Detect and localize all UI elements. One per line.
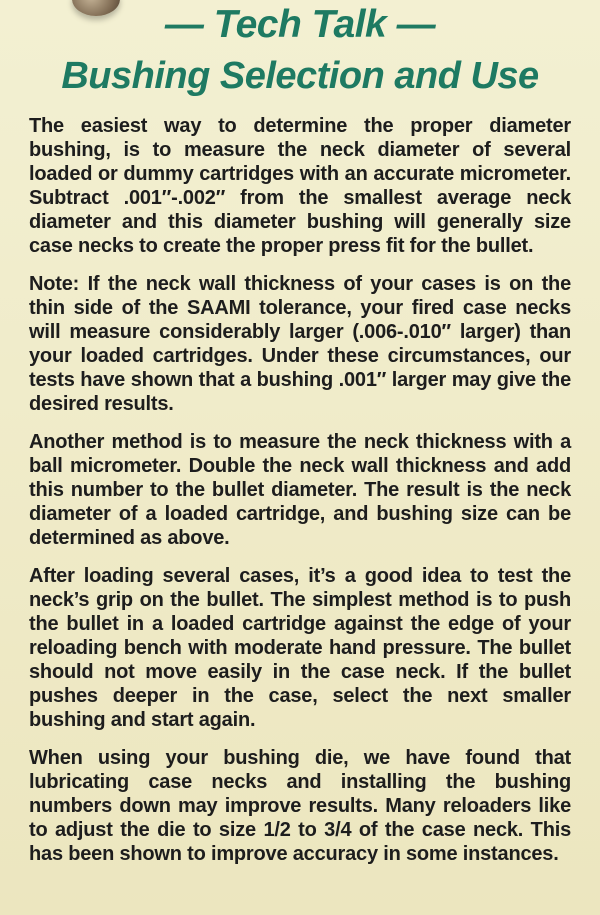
page-title: Bushing Selection and Use [61,55,539,97]
paragraph-2: Note: If the neck wall thickness of your cases is on the thin side of the SAAMI tolerance, your fired case necks will measure considerably larger (.006-.010″ larger) than your loaded cartridges. Under these circumstances, our tests have shown that a bushing .001″ larger may give the desired results. [29,273,571,415]
paragraph-5: When using your bushing die, we have found that lubricating case necks and installing the bushing numbers down may improve results. Many reloaders like to adjust the die to size 1/2 to 3/4 of the case neck. This has been shown to improve accuracy in some instances. [29,747,571,865]
section-kicker: — Tech Talk — [164,3,436,46]
article-body [29,114,571,866]
paragraph-1: The easiest way to determine the proper diameter bushing, is to measure the neck diameter of several loaded or dummy cartridges with an accurate micrometer. Subtract .001″-.002″ from the smallest average neck diameter and this diameter bushing will generally size case necks to create the proper press fit for the bullet. [29,115,571,257]
paragraph-3: Another method is to measure the neck thickness with a ball micrometer. Double the neck wall thickness and add this number to the bullet diameter. The result is the neck diameter of a loaded cartridge, and bushing size can be determined as above. [29,431,571,549]
paragraph-4: After loading several cases, it’s a good idea to test the neck’s grip on the bullet. The simplest method is to push the bullet in a loaded cartridge against the edge of your reloading bench with moderate hand pressure. The bullet should not move easily in the case neck. If the bullet pushes deeper in the case, select the next smaller bushing and start again. [29,565,571,731]
